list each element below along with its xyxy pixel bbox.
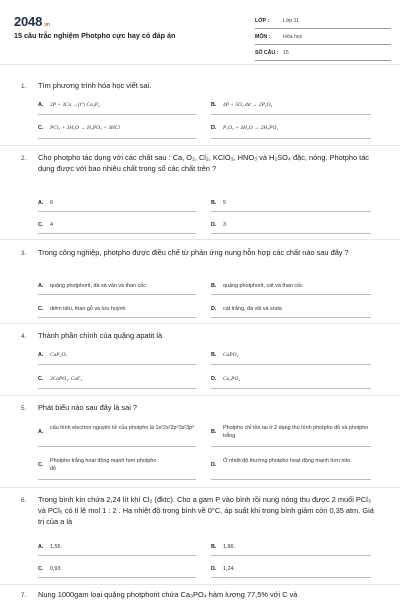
meta-value: Lớp 11 [283,17,299,24]
option-underline [38,211,196,212]
option-underline [38,364,196,365]
option-underline [211,555,371,556]
option-letter: C. [38,566,44,572]
option-letter: B. [211,102,217,108]
page-title: 15 câu trắc nghiệm Photpho cực hay có đáp án [14,31,176,40]
option-letter: B. [211,544,217,550]
option-letter: B. [211,283,217,289]
option-letter: A. [38,200,44,206]
option-text: 2P + 3Ca →(t°) Ca₃P₂ [50,102,100,108]
question-divider [0,584,400,585]
option-underline [211,577,371,578]
option-underline [211,317,371,318]
option-text: 0,93. [50,566,62,572]
option-text: P₂O₃ + 3H₂O → 2H₃PO₄ [223,125,279,131]
option-text: Ca₃PO₄ [223,376,241,382]
question-number: 4. [21,333,27,340]
question-number: 6. [21,497,27,504]
question-number: 3. [21,250,27,257]
option-text: quặng photphorit, đá xà vân và than cốc [50,283,146,289]
option-letter: A. [38,429,44,435]
option-underline [38,317,196,318]
question-divider [0,487,400,488]
option-underline [211,364,371,365]
option-text: 3CaPO₄. CaF₂ [50,376,83,382]
question-text: Trong bình kín chứa 2,24 lít khí Cl₂ (đktc). Cho a gam P vào bình rồi nung nóng thu được 2 muối PCl₃ và PCl₅ có tỉ lệ mol 1 : 2 . Hạ nhiệt độ trong bình về 0°C, áp suất khi trong bình giảm còn 0,35 atm. Giá trị của a là [38,495,374,526]
meta-info [255,13,391,61]
question-number: 5. [21,405,27,412]
option-underline [211,446,371,447]
option-underline [211,388,371,389]
option-underline [211,294,371,295]
question-number: 2. [21,155,27,162]
question-divider [0,239,400,240]
option-text: 4P + 5O₂ dư → 2P₂O₅ [223,102,273,108]
option-underline [38,294,196,295]
option-letter: D. [211,566,217,572]
option-underline [211,211,371,212]
option-text: cát trắng, đá vôi và soda [223,306,282,312]
option-letter: A. [38,544,44,550]
option-underline [38,577,196,578]
option-text: 5 [223,200,226,206]
option-text: 1,55. [50,544,62,550]
meta-row-count [255,45,391,61]
option-text: quặng photphorit, cát và than cốc [223,283,303,289]
option-text: CaP₂O₇ [50,352,68,358]
question-text: Cho photpho tác dụng với các chất sau : Ca, O₂, Cl₂, KClO₃, HNO₃ và H₂SO₄ đặc, nóng. Photpho tác dụng được với bao nhiêu chất trong số các chất trên ? [38,153,370,173]
option-letter: C. [38,125,44,131]
option-letter: A. [38,102,44,108]
option-text: CaPO₃ [223,352,239,358]
option-text: 6 [50,200,53,206]
option-letter: C. [38,462,44,468]
option-letter: C. [38,376,44,382]
option-letter: A. [38,283,44,289]
option-letter: B. [211,352,217,358]
option-text: PCl₃ + 3H₂O → H₃PO₃ + 3HCl [50,125,120,131]
option-text: cấu hình electron nguyên tử của photpho là 1s²2s²2p⁶3s²3p³ [50,425,194,431]
option-text: Ở nhiệt độ thường photpho hoạt động mạnh hơn nitơ. [223,458,353,464]
meta-label: SỐ CÂU : [255,49,279,56]
option-letter: C. [38,222,44,228]
meta-value: 15 [283,49,289,56]
option-text: 1,86. [223,544,235,550]
option-letter: A. [38,352,44,358]
option-text: diêm tiêu, than gỗ và lưu huỳnh [50,306,126,312]
question-divider [0,145,400,146]
site-logo[interactable] [14,14,50,29]
option-underline [38,138,196,139]
header-divider [0,64,400,65]
question-divider [0,323,400,324]
option-underline [38,114,196,115]
option-underline [38,479,196,480]
question-text: Thành phần chính của quặng apatit là [38,331,163,340]
option-underline [38,446,196,447]
meta-row-subject [255,29,391,45]
meta-row-grade [255,13,391,29]
question-number: 1. [21,83,27,90]
meta-label: LỚP : [255,17,270,24]
option-letter: D. [211,306,217,312]
logo-main: 2048 [14,14,43,29]
question-divider [0,395,400,396]
option-letter: C. [38,306,44,312]
option-text: 4 [50,222,53,228]
option-underline [38,388,196,389]
logo-sub: .vn [43,22,50,28]
option-letter: B. [211,200,217,206]
question-number: 7. [21,592,27,599]
option-letter: D. [211,222,217,228]
question-text: Tìm phương trình hóa học viết sai. [38,81,152,90]
option-letter: D. [211,376,217,382]
option-underline [211,233,371,234]
option-underline [211,114,371,115]
question-text: Nung 1000gam loại quặng photphorit chứa Ca₃PO₄ hàm lượng 77,5% với C và [38,590,298,599]
option-letter: D. [211,462,217,468]
question-text: Phát biểu nào sau đây là sai ? [38,403,138,412]
option-letter: B. [211,429,217,435]
option-underline [38,555,196,556]
option-text: 3 [223,222,226,228]
option-underline [38,233,196,234]
meta-label: MÔN : [255,33,271,40]
option-underline [211,479,371,480]
option-letter: D. [211,125,217,131]
question-text: Trong công nghiệp, photpho được điều chế từ phản ứng nung hỗn hợp các chất nào sau đây ? [38,248,349,257]
meta-value: Hóa học [283,33,303,40]
option-text: 1,24. [223,566,235,572]
option-underline [211,138,371,139]
option-text: Photpho trắng hoạt động mạnh hơn photpho đỏ [50,458,157,472]
option-text: Photpho chỉ tồn tại ở 2 dạng thù hình photpho đỏ và photpho trắng. [223,425,369,439]
